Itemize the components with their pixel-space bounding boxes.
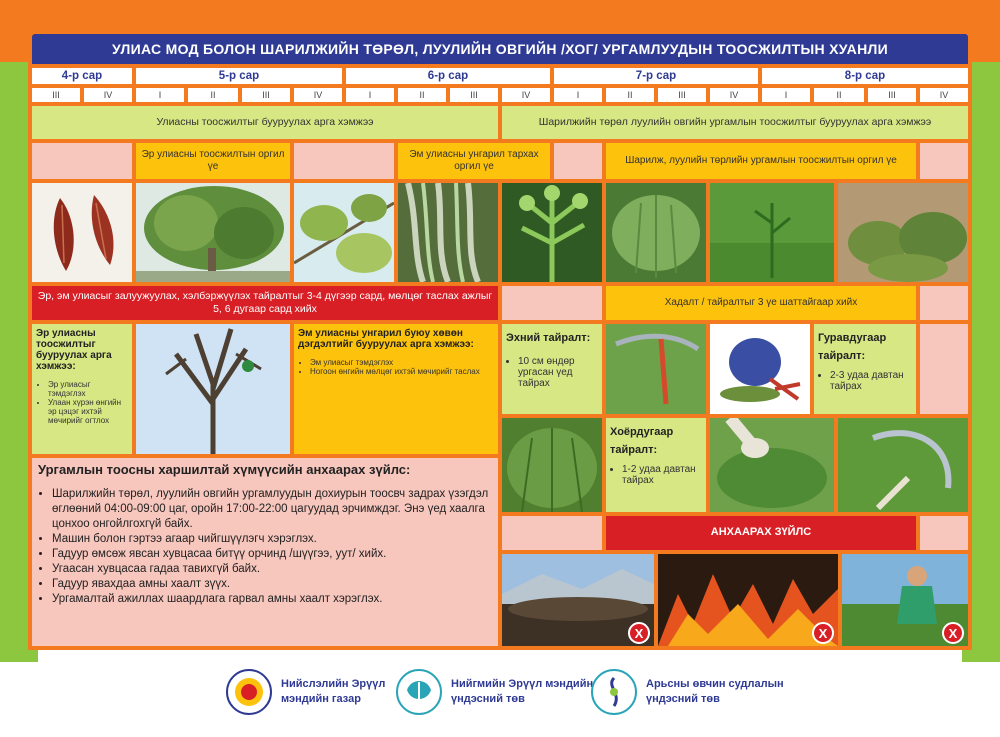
x-icon: X	[942, 622, 964, 644]
health-department-logo-icon	[225, 668, 273, 716]
list-item: • Шарилжийн төрөл, луулийн овгийн ургамлуудын дохиурын тоосвч задрах үзэгдэл өглөөний 04:00-09:00 цаг, оройн 17:00-22:00 цагуудад эрчимждэг. Энэ үед хаалга цонхоо онгойлгохгүй байх.	[52, 487, 492, 532]
list-item: • Гадуур өмсөж явсан хувцасаа битүү орчинд /шүүгээ, уут/ хийх.	[52, 547, 492, 562]
org-1-line-1: Нийслэлийн Эрүүл	[281, 678, 386, 691]
female-measures-heading: Эм улиасны унгарил буюу хөвөн дэгдэлтийг бууруулах арга хэмжээ:	[298, 328, 474, 350]
x-icon: X	[628, 622, 650, 644]
empty-cell	[32, 143, 132, 179]
scythe-photo	[606, 324, 706, 414]
decade-header: I	[346, 88, 394, 102]
shears-photo	[710, 324, 810, 414]
female-peak-cell: Эм улиасны унгарил тархах оргил үе	[398, 143, 550, 179]
decade-header: II	[606, 88, 654, 102]
org-2-line-1: Нийгмийн Эрүүл мэндийн	[451, 678, 594, 691]
empty-cell	[502, 286, 602, 320]
month-header: 5-р сар	[136, 68, 342, 84]
poplar-measures-bar: Улиасны тоосжилтыг бууруулах арга хэмжээ	[32, 106, 498, 139]
weed-plant-photo	[502, 183, 602, 282]
second-cut-box	[606, 418, 706, 512]
decade-header: III	[658, 88, 706, 102]
empty-cell	[920, 516, 968, 550]
weed-field-photo	[710, 183, 834, 282]
decade-header: II	[814, 88, 864, 102]
tree-pruning-photo	[136, 324, 290, 454]
decade-header: I	[554, 88, 602, 102]
x-icon: X	[812, 622, 834, 644]
second-cut-heading: Хоёрдугаар тайралт:	[610, 426, 674, 456]
list-item: • Ногоон өнгийн мөлцөг ихтэй мөчирийг таслах	[310, 367, 494, 376]
list-item: • Эр улиасыг тэмдэглэх	[48, 380, 128, 398]
pruning-bar: Эр, эм улиасыг залуужуулах, хэлбэржүүлэх тайралтыг 3-4 дүгээр сард, мөлцөг таслах ажлыг 5, 6 дугаар сард хийх	[32, 286, 498, 320]
list-item: • Ургамалтай ажиллах шаардлага гарвал амны хаалт хэрэглэх.	[52, 592, 492, 607]
decade-header: IV	[502, 88, 550, 102]
dermatology-center-logo-icon	[590, 668, 638, 716]
empty-cell	[502, 516, 602, 550]
first-cut-box	[502, 324, 602, 414]
org-3-line-2: үндэсний төв	[646, 693, 720, 705]
list-item: • Эм улиасыг тэмдэглэх	[310, 358, 494, 367]
public-health-center-logo-icon	[395, 668, 443, 716]
month-header: 7-р сар	[554, 68, 758, 84]
burning-field-photo	[658, 554, 838, 646]
empty-cell	[554, 143, 602, 179]
list-item: • 2-3 удаа давтан тайрах	[830, 370, 912, 392]
poplar-fluff-photo	[398, 183, 498, 282]
footer-org-2	[395, 668, 593, 716]
decade-header: IV	[920, 88, 968, 102]
footer-org-3	[590, 668, 784, 716]
first-cut-heading: Эхний тайралт:	[506, 332, 591, 344]
third-cut-heading: Гуравдугаар тайралт:	[818, 332, 887, 362]
mowing-bar: Хадалт / тайралтыг 3 үе шаттайгаар хийх	[606, 286, 916, 320]
dry-field-photo	[838, 183, 968, 282]
attention-bar: АНХААРАХ ЗҮЙЛС	[606, 516, 916, 550]
decade-header: IV	[84, 88, 132, 102]
empty-cell	[920, 324, 968, 414]
allergy-advice-box	[32, 458, 498, 646]
decade-header: I	[136, 88, 184, 102]
third-cut-box	[814, 324, 916, 414]
month-header: 8-р сар	[762, 68, 968, 84]
male-measures-box	[32, 324, 132, 454]
weed-peak-cell: Шарилж, луулийн төрлийн ургамлын тоосжилтын оргил үе	[606, 143, 916, 179]
decade-header: III	[450, 88, 498, 102]
hand-pulling-photo	[710, 418, 834, 512]
poplar-branch-photo	[294, 183, 394, 282]
list-item: • Гадуур явахдаа амны хаалт зүүх.	[52, 577, 492, 592]
empty-cell	[920, 286, 968, 320]
sickle-photo	[838, 418, 968, 512]
empty-cell	[294, 143, 394, 179]
org-2-line-2: үндэсний төв	[451, 693, 525, 705]
decade-header: IV	[294, 88, 342, 102]
decade-header: I	[762, 88, 810, 102]
list-item: • 10 см өндөр ургасан үед тайрах	[518, 356, 598, 389]
decade-header: III	[242, 88, 290, 102]
list-item: • Машин болон гэртээ агаар чийгшүүлэгч хэрэглэх.	[52, 532, 492, 547]
decade-header: IV	[710, 88, 758, 102]
weed-measures-bar: Шарилжийн төрөл луулийн овгийн ургамлын тоосжилтыг бууруулах арга хэмжээ	[502, 106, 968, 139]
decade-header: II	[188, 88, 238, 102]
page-title: УЛИАС МОД БОЛОН ШАРИЛЖИЙН ТӨРӨЛ, ЛУУЛИЙН ОВГИЙН /ХОГ/ УРГАМЛУУДЫН ТООСЖИЛТЫН ХУАНЛИ	[32, 34, 968, 64]
decade-header: III	[32, 88, 80, 102]
list-item: • Улаан хүрэн өнгийн эр цэцэг ихтэй мөчирийг огтлох	[48, 398, 128, 425]
org-3-line-1: Арьсны өвчин судлалын	[646, 678, 784, 691]
grass-photo	[502, 418, 602, 512]
decade-header: II	[398, 88, 446, 102]
list-item: • 1-2 удаа давтан тайрах	[622, 464, 702, 486]
female-measures-box	[294, 324, 498, 454]
footer-org-1	[225, 668, 385, 716]
male-peak-cell: Эр улиасны тоосжилтын оргил үе	[136, 143, 290, 179]
month-header: 4-р сар	[32, 68, 132, 84]
list-item: • Угаасан хувцасаа гадаа тавихгүй байх.	[52, 562, 492, 577]
org-1-line-2: мэндийн газар	[281, 693, 361, 705]
wormwood-photo	[606, 183, 706, 282]
empty-cell	[920, 143, 968, 179]
male-measures-heading: Эр улиасны тоосжилтыг бууруулах арга хэмжээ:	[36, 328, 112, 372]
allergy-heading: Ургамлын тоосны харшилтай хүмүүсийн анхаарах зүйлс:	[38, 462, 411, 477]
male-catkin-photo	[32, 183, 132, 282]
month-header: 6-р сар	[346, 68, 550, 84]
poplar-tree-photo	[136, 183, 290, 282]
decade-header: III	[868, 88, 916, 102]
